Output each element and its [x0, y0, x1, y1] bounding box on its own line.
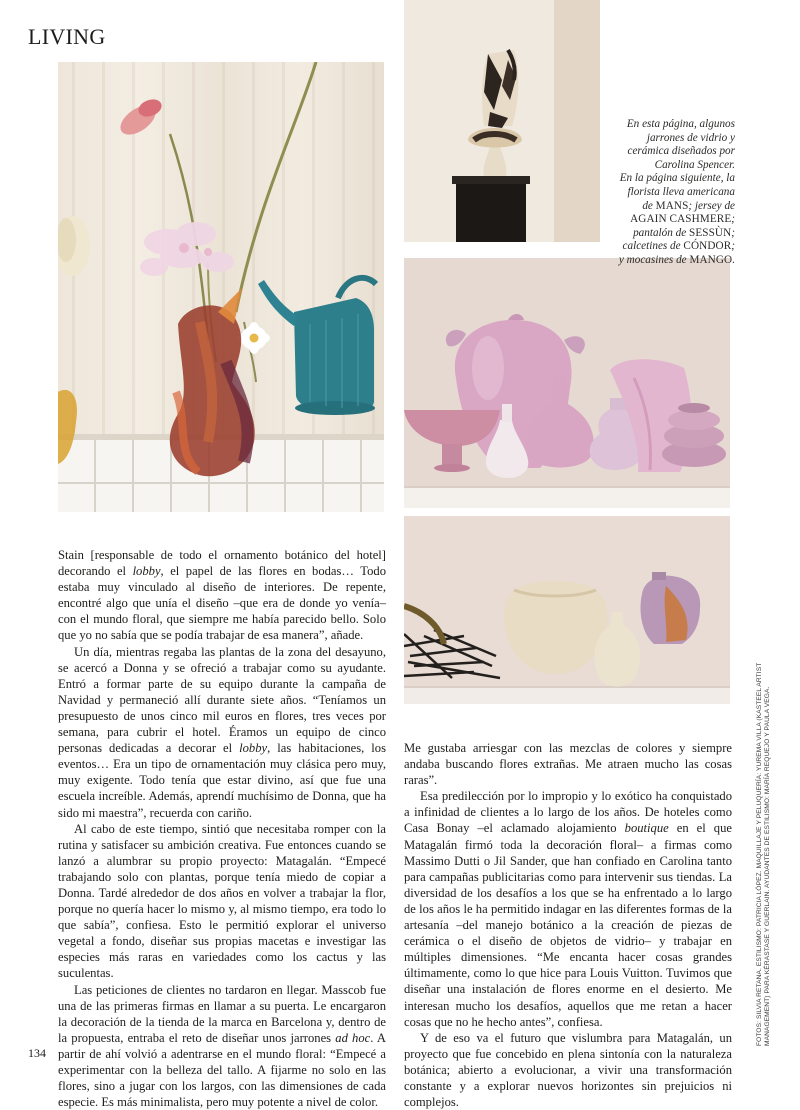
article-paragraph: Stain [responsable de todo el ornamento botánico del hotel] decorando el lobby, el papel de las flores en bodas… Todo estaba muy vinculado al diseño de interiores. De repente, encontré algo que unía el diseño –que era de donde yo venía– con el mundo floral, que siempre me había parecido bello. Solo que yo no sabía que se podía trabajar de esa manera”, añade. [58, 548, 386, 643]
article-paragraph: Al cabo de este tiempo, sintió que necesitaba romper con la rutina y satisfacer su ambición creativa. Fue entonces cuando se lanzó a alumbrar su propio proyecto: Matagalán. “Empecé trabajando solo con plantas, porque tenía miedo de copiar a Donna. Tardé alrededor de dos años en volver a trabajar la flor, porque no quería hacer lo mismo y, al mismo tiempo, era todo lo que sabía”, confiesa. Esto le permitió explorar el universo vegetal a fondo, diseñar sus propias macetas e investigar las especies más raras en variedades como los cactus y las suculentas. [58, 821, 386, 981]
photo-ceramic-sculpture [404, 0, 600, 242]
article-paragraph: Un día, mientras regaba las plantas de la zona del desayuno, se acercó a Donna y se ofreció a trabajar como su ayudante. Entró a formar parte de su equipo durante la campaña de Navidad y permaneció allí durante siete años. “Teníamos un presupuesto de unos cinco mil euros en flores, tres veces por semana, para cubrir el hotel. Éramos un equipo de cinco personas dedicadas a decorar el lobby, las habitaciones, los eventos… Era un tipo de ornamentación muy clásica pero muy, muy exigente. Todo tenía que estar divino, así que fue una escuela increíble. Además, aprendí muchísimo de Donna, que ha sido mi maestra”, recuerda con cariño. [58, 644, 386, 820]
photo-cream-ceramics-shelf [404, 516, 730, 704]
section-title: LIVING [28, 24, 106, 49]
page-number: 134 [28, 1046, 46, 1060]
photo-caption: En esta página, algunos jarrones de vidrio y cerámica diseñados por Carolina Spencer. En la página siguiente, la florista lleva americana de MANS; jersey de AGAIN CASHMERE; pantalón de SESSÙN; calcetines de CÓNDOR; y mocasines de MANGO. [618, 118, 735, 266]
article-paragraph: Esa predilección por lo impropio y lo exótico ha conquistado a infinidad de clientes a lo largo de los años. De hoteles como Casa Bonay –el aclamado alojamiento boutique en el que Matagalán firmó toda la decoración floral– a firmas como Massimo Dutti o Jil Sander, que han confiado en Carolina tanto para campañas publicitarias como para intervenir sus tiendas. La diversidad de los desafíos a los que se ha enfrentado a lo largo de los años le ha permitido indagar en las diferentes formas de la artesanía –del manejo botánico a la creación de piezas de cerámica o el diseño de objetos de vidrio– y trabajar en múltiples dimensiones. “Me encanta hacer cosas grandes últimamente, como lo que hice para Louis Vuitton. Tuvimos que diseñar una instalación de flores enorme en el desierto. Me interesan mucho los desafíos, aquellos que me retan a hacer cosas que no he hecho antes”, confiesa. [404, 789, 732, 1029]
article-paragraph: Y de eso va el futuro que vislumbra para Matagalán, un proyecto que fue concebido en plena sintonía con la naturaleza botánica; abierto a evolucionar, a vivir una transformación constante y a explorar nuevos horizontes sin prejuicios ni complejos. [404, 1030, 732, 1110]
article-column-right [404, 740, 732, 1110]
article-paragraph: Me gustaba arriesgar con las mezclas de colores y siempre andaba buscando flores extrañas. Me atraen mucho las cosas raras”. [404, 741, 732, 788]
photo-pink-ceramics-shelf [404, 258, 730, 508]
photo-credits: FOTOS: SILVIA RETANA. ESTILISMO: PATRICIA LÓPEZ. MAQUILLAJE Y PELUQUERÍA: YUREMA VILLA (KASTEEL ARTIST MANAGEMENT) PARA KÉRASTASE Y GUERLAIN. AYUDANTES DE ESTILISMO: MARÍA REQUEJO Y PAULA VEGA. [756, 662, 772, 1046]
photo-glass-vases-flowers [58, 62, 384, 512]
article-column-left [58, 547, 386, 1110]
article-paragraph: Las peticiones de clientes no tardaron en llegar. Masscob fue una de las primeras firmas en llamar a su puerta. Le encargaron la decoración de la tienda de la marca en Barcelona y, dentro de la propuesta, entraba el reto de diseñar unos jarrones ad hoc. A partir de ahí volvió a adentrarse en el mundo floral: “Empecé a experimentar con la belleza del tallo. A fijarme no solo en las flores, sino a jugar con los largos, con las dimensiones de cada especie. Es más minimalista, pero muy potente a nivel de color. [58, 982, 386, 1110]
